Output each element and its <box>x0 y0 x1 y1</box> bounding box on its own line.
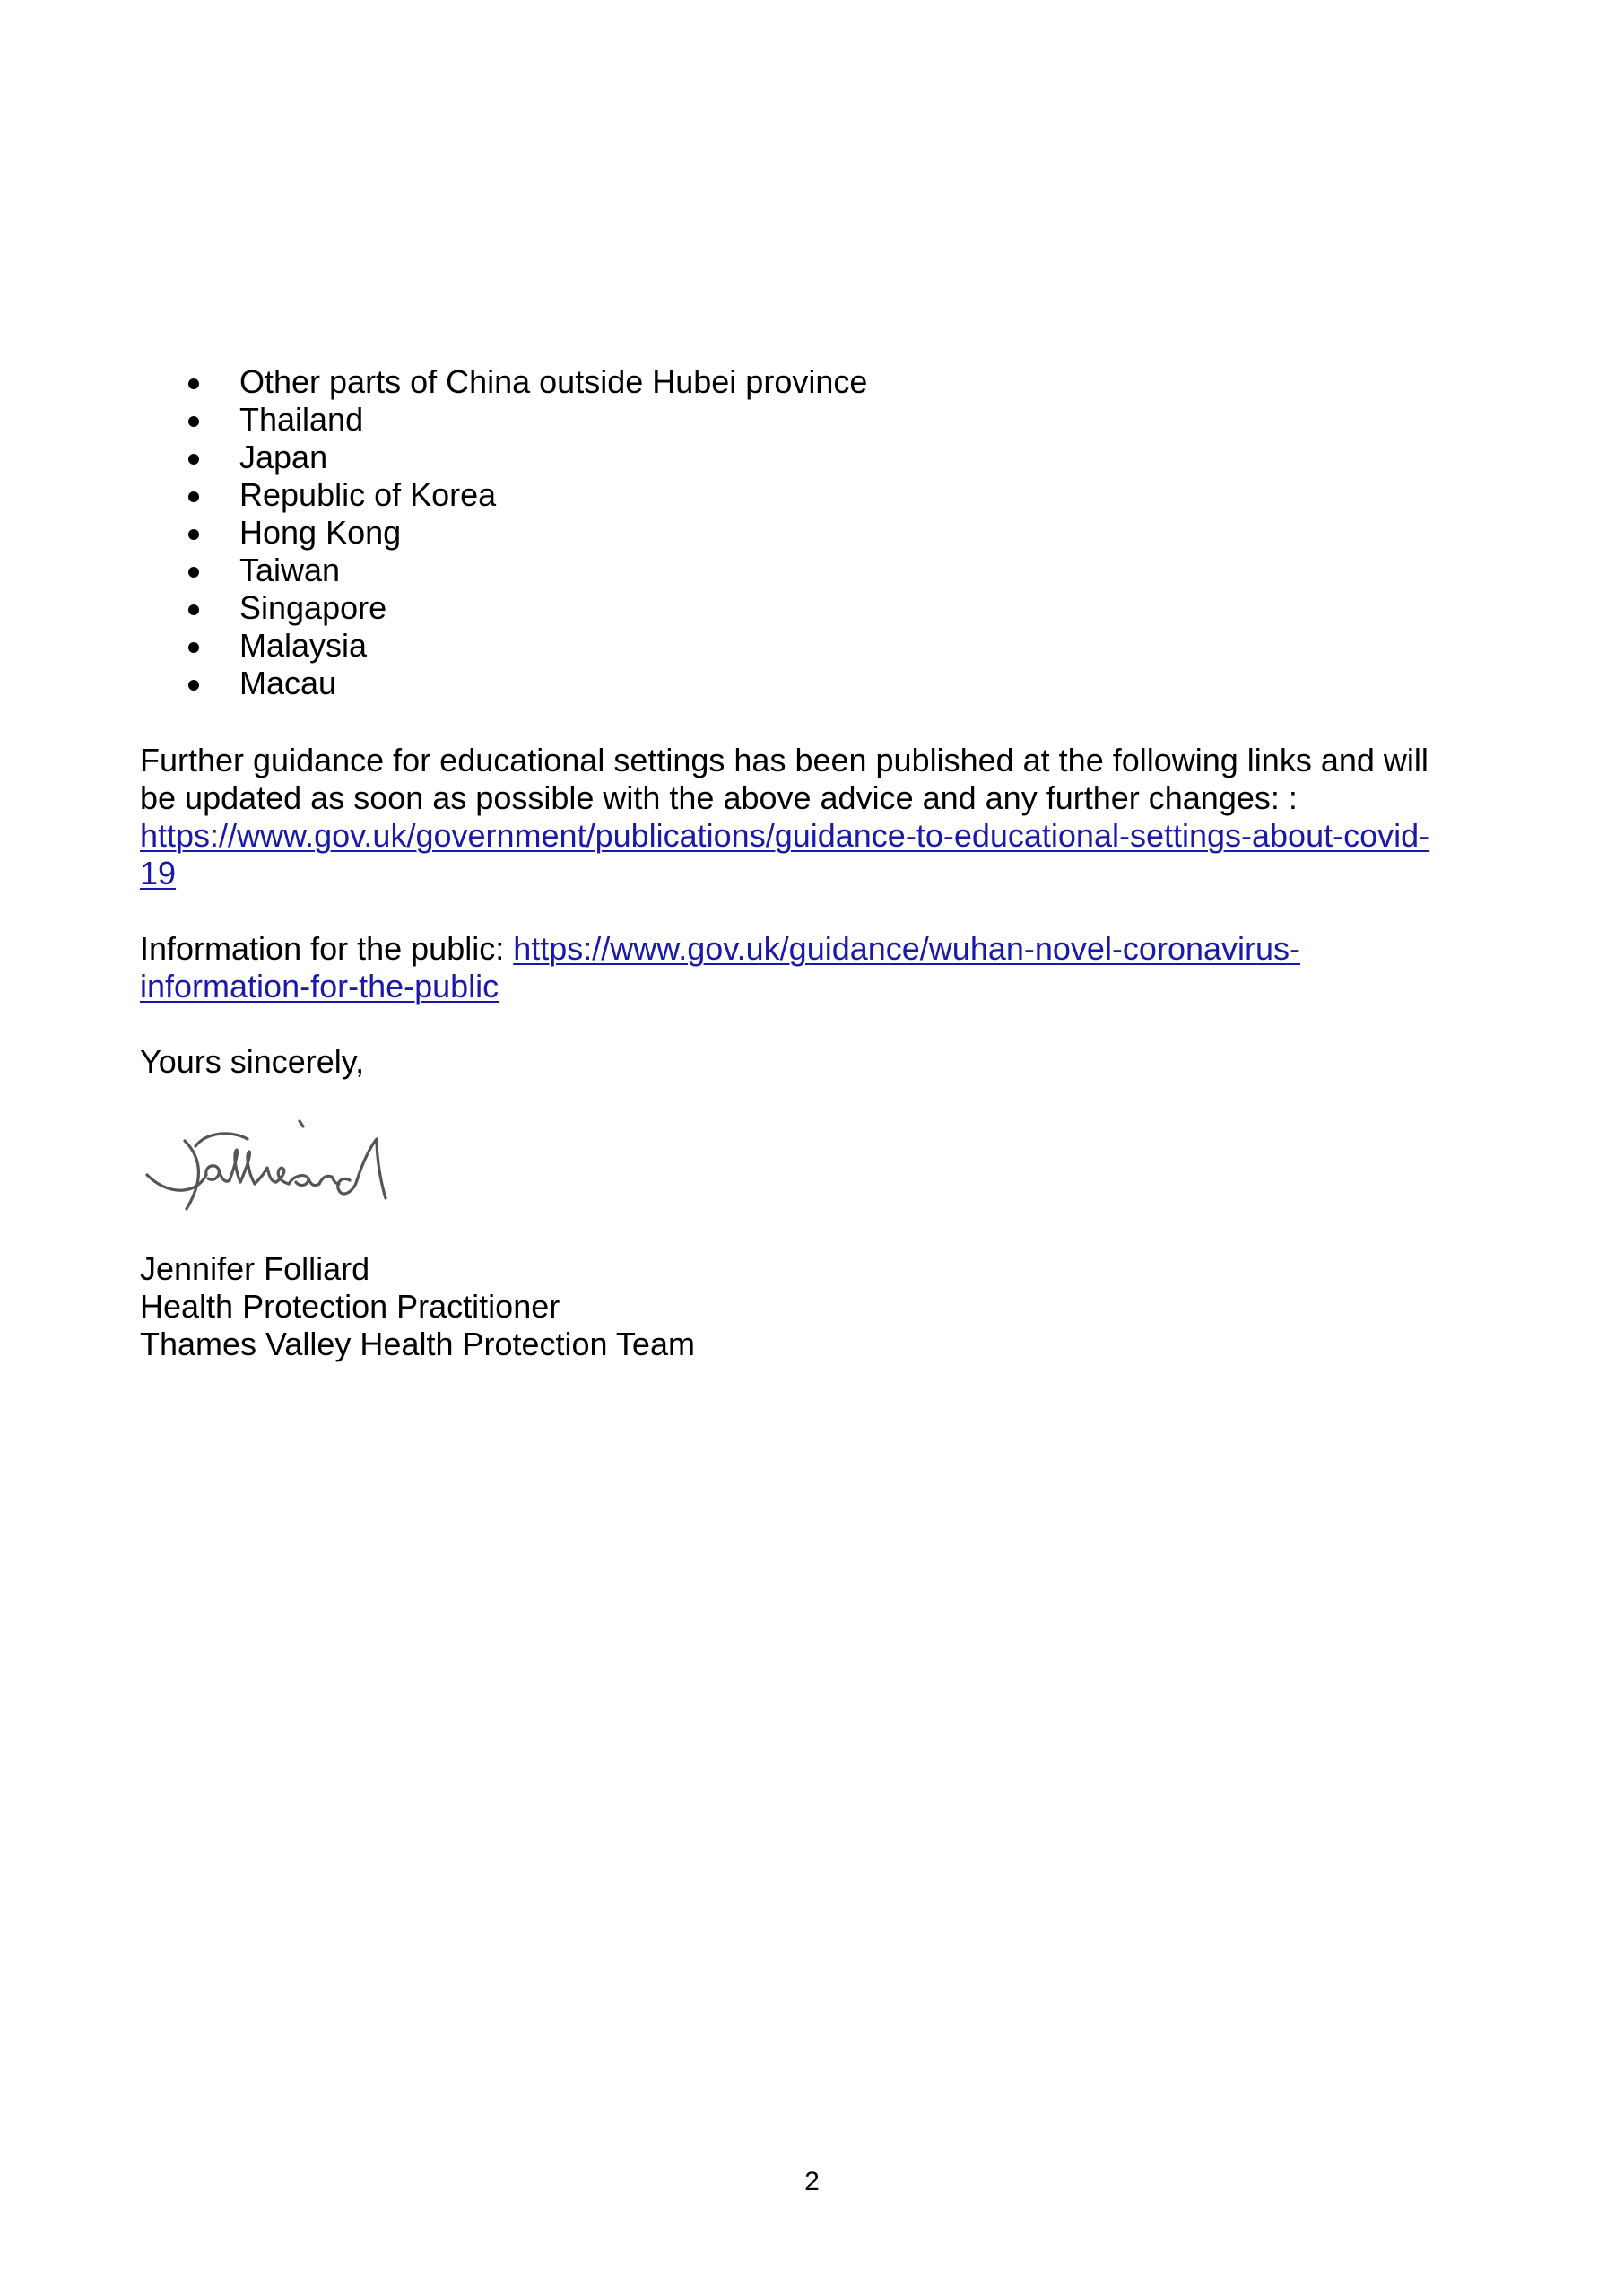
signatory-team: Thames Valley Health Protection Team <box>140 1326 695 1362</box>
list-item-label: Macau <box>239 665 337 701</box>
public-information-link[interactable]: https://www.gov.uk/guidance/wuhan-novel-coronavirus- <box>513 930 1300 967</box>
bullet-icon <box>188 642 199 653</box>
signatory-name: Jennifer Folliard <box>140 1250 370 1287</box>
list-item-label: Hong Kong <box>239 514 402 551</box>
list-item-label: Taiwan <box>239 552 341 588</box>
public-information-link-continued[interactable]: information-for-the-public <box>140 968 499 1004</box>
public-info-line <box>140 930 1300 968</box>
list-item-label: Malaysia <box>239 627 368 664</box>
bullet-icon <box>188 529 199 540</box>
bullet-icon <box>188 491 199 502</box>
guidance-text-line: Further guidance for educational settings has been published at the following links and will <box>140 742 1429 778</box>
link-text[interactable]: 19 <box>140 855 177 891</box>
closing-salutation: Yours sincerely, <box>140 1043 365 1080</box>
public-info-line <box>140 968 1300 1005</box>
link-text[interactable]: https://www.gov.uk/government/publications/guidance-to-educational-settings-about-covid- <box>140 817 1430 854</box>
signatory-role: Health Protection Practitioner <box>140 1288 560 1325</box>
list-item-label: Republic of Korea <box>239 476 497 513</box>
guidance-text-line: be updated as soon as possible with the above advice and any further changes: : <box>140 779 1298 816</box>
signoff-block <box>140 1250 695 1363</box>
bullet-icon <box>188 378 199 389</box>
bullet-icon <box>188 416 199 427</box>
bullet-icon <box>188 454 199 465</box>
bullet-icon <box>188 680 199 691</box>
bullet-icon <box>188 604 199 615</box>
page-number: 2 <box>804 2167 820 2196</box>
list-item-label: Japan <box>239 439 328 475</box>
list-item-label: Thailand <box>239 401 364 438</box>
handwritten-signature-icon <box>142 1112 411 1220</box>
educational-settings-guidance-link-continued[interactable] <box>140 855 1429 892</box>
educational-settings-guidance-link[interactable] <box>140 817 1429 855</box>
list-item-label: Singapore <box>239 589 387 626</box>
bullet-icon <box>188 567 199 578</box>
public-info-paragraph <box>140 930 1300 1005</box>
guidance-paragraph <box>140 742 1429 892</box>
public-info-label: Information for the public: <box>140 930 514 967</box>
list-item-label: Other parts of China outside Hubei province <box>239 363 868 400</box>
